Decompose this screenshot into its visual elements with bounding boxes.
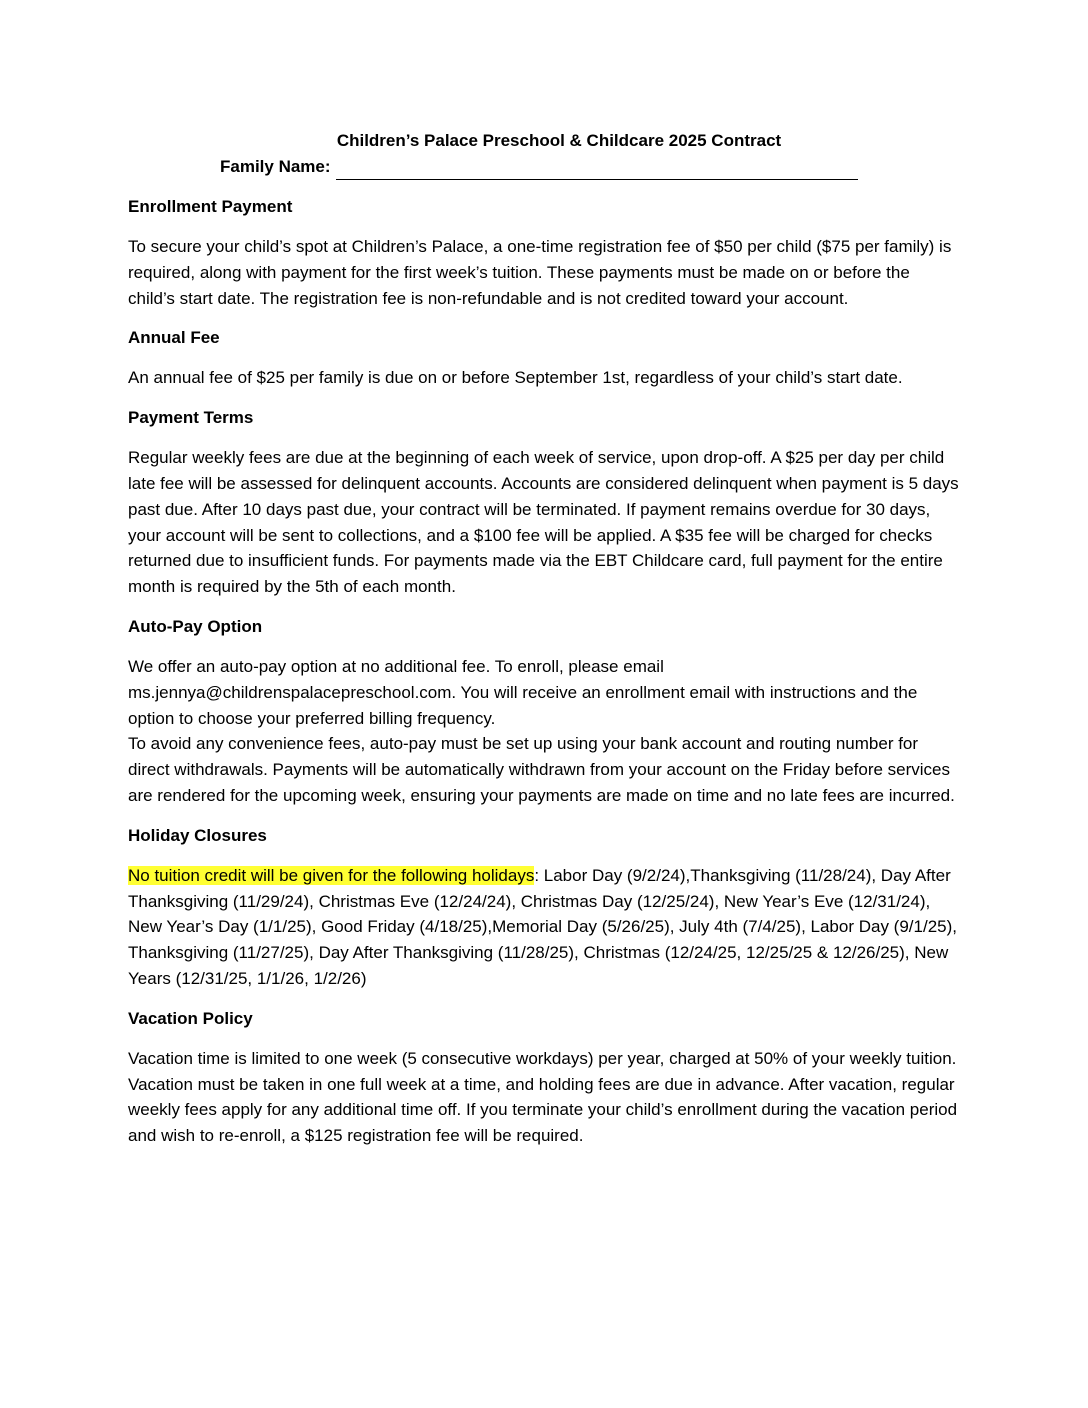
section-heading: Payment Terms <box>128 408 254 428</box>
section-auto-pay <box>128 614 960 809</box>
section-body: An annual fee of $25 per family is due on or before September 1st, regardless of your child’s start date. <box>128 368 903 388</box>
highlighted-text: No tuition credit will be given for the following holidays <box>128 865 535 885</box>
section-heading: Annual Fee <box>128 328 220 348</box>
section-body: To secure your child’s spot at Children’s Palace, a one-time registration fee of $50 per child ($75 per family) is required, along with payment for the first week’s tuition. These payments must be made on or before the child’s start date. The registration fee is non-refundable and is not credited toward your account. <box>128 237 952 308</box>
family-name-blank <box>336 159 858 180</box>
family-name-label: Family Name: <box>220 157 331 176</box>
family-name-row <box>128 154 960 180</box>
section-heading: Auto-Pay Option <box>128 616 263 636</box>
section-annual-fee <box>128 325 960 391</box>
section-body <box>128 863 960 992</box>
section-vacation-policy <box>128 1006 960 1149</box>
section-heading: Enrollment Payment <box>128 197 293 216</box>
section-heading: Holiday Closures <box>128 825 267 845</box>
holiday-list: : Labor Day (9/2/24),Thanksgiving (11/28/24), Day After Thanksgiving (11/29/24), Christmas Eve (12/24/24), Christmas Day (12/25/24), New Year’s Eve (12/31/24), New Year’s Day (1/1/25), Good Friday (4/18/25),Memorial Day (5/26/25), July 4th (7/4/25), Labor Day (9/1/25), Thanksgiving (11/27/25), Day After Thanksgiving (11/28/25), Christmas (12/24/25, 12/25/25 & 12/26/25), New Years (12/31/25, 1/1/26, 1/2/26) <box>128 865 957 988</box>
section-enrollment-payment <box>128 194 960 311</box>
section-heading: Vacation Policy <box>128 1008 253 1028</box>
section-body: Vacation time is limited to one week (5 consecutive workdays) per year, charged at 50% of your weekly tuition. Vacation must be taken in one full week at a time, and holding fees are due in advance. After vacation, regular weekly fees apply for any additional time off. If you terminate your child’s enrollment during the vacation period and wish to re-enroll, a $125 registration fee will be required. <box>128 1048 958 1146</box>
section-body: To avoid any convenience fees, auto-pay must be set up using your bank account and routing number for direct withdrawals. Payments will be automatically withdrawn from your account on the Friday before services are rendered for the upcoming week, ensuring your payments are made on time and no late fees are incurred. <box>128 734 955 805</box>
section-body: We offer an auto-pay option at no additional fee. To enroll, please email ms.jennya@childrenspalacepreschool.com. You will receive an enrollment email with instructions and the option to choose your preferred billing frequency. <box>128 656 918 728</box>
document-title: Children’s Palace Preschool & Childcare 2025 Contract <box>336 131 782 150</box>
section-holiday-closures <box>128 823 960 992</box>
section-payment-terms <box>128 405 960 600</box>
section-body: Regular weekly fees are due at the beginning of each week of service, upon drop-off. A $25 per day per child late fee will be assessed for delinquent accounts. Accounts are considered delinquent when payment is 5 days past due. After 10 days past due, your contract will be terminated. If payment remains overdue for 30 days, your account will be sent to collections, and a $100 fee will be applied. A $35 fee will be charged for checks returned due to insufficient funds. For payments made via the EBT Childcare card, full payment for the entire month is required by the 5th of each month. <box>128 448 959 597</box>
